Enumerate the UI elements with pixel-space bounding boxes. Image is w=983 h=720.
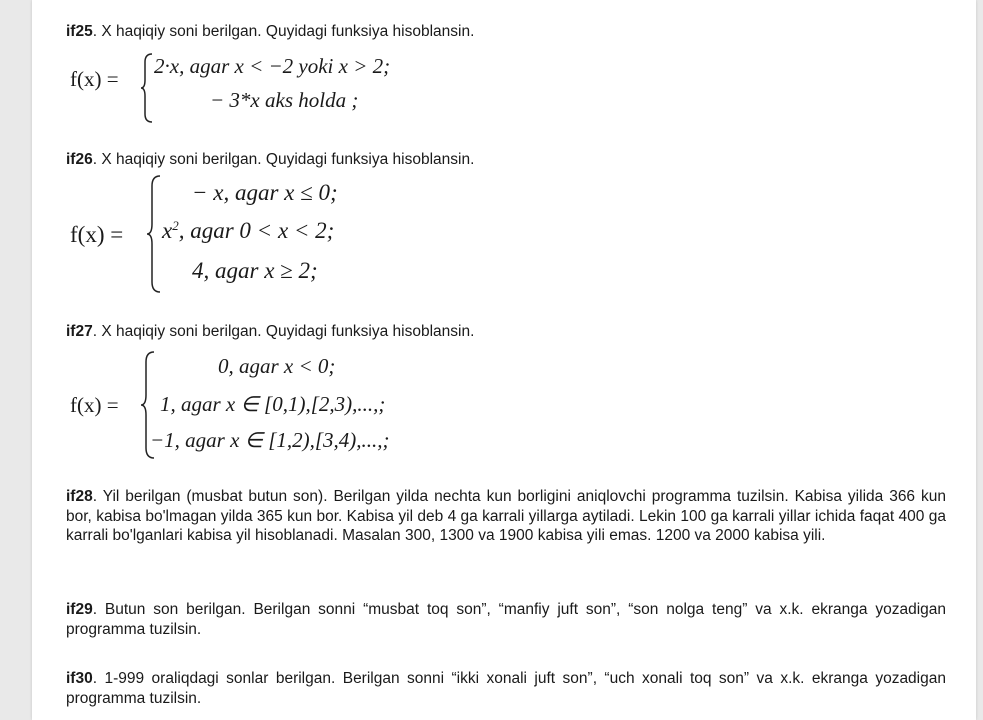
if25-case-1: 2·x, agar x < −2 yoki x > 2; xyxy=(154,54,391,78)
if26-case-2-base: x xyxy=(162,218,173,243)
if30-paragraph xyxy=(66,669,946,708)
if28-label: if28 xyxy=(66,488,93,505)
if27-intro xyxy=(66,322,946,341)
if27-case-3: −1, agar x ∈ [1,2),[3,4),...,; xyxy=(150,428,390,452)
if27-intro-text: . X haqiqiy soni berilgan. Quyidagi funksiya hisoblansin. xyxy=(92,323,475,340)
if26-case-2-sup: 2 xyxy=(172,218,179,233)
if27-case-1: 0, agar x < 0; xyxy=(218,354,336,378)
if27-case-2: 1, agar x ∈ [0,1),[2,3),...,; xyxy=(160,392,386,416)
if25-case-2: − 3*x aks holda ; xyxy=(210,88,359,112)
if26-brace-icon xyxy=(146,174,162,294)
if26-case-1: − x, agar x ≤ 0; xyxy=(192,180,338,205)
if25-intro xyxy=(66,22,946,41)
if29-paragraph xyxy=(66,600,946,639)
if28-text: . Yil berilgan (musbat butun son). Berilgan yilda nechta kun borligini aniqlovchi programma tuzilsin. Kabisa yilida 366 kun bor, kabisa bo'lmagan yilda 365 kun bor. Kabisa yil deb 4 ga karrali yillarga aytiladi. Lekin 100 ga karrali yillar ichida faqat 400 ga karrali bo'lganlari kabisa yil hisoblanadi. Masalan 300, 1300 va 1900 kabisa yili emas. 1200 va 2000 kabisa yili. xyxy=(66,488,946,545)
if29-label: if29 xyxy=(66,601,93,618)
if30-label: if30 xyxy=(66,670,93,687)
if25-label: if25 xyxy=(66,23,93,40)
if27-lhs: f(x) = xyxy=(70,393,119,417)
if25-intro-text: . X haqiqiy soni berilgan. Quyidagi funksiya hisoblansin. xyxy=(92,23,475,40)
if26-lhs: f(x) = xyxy=(70,222,124,247)
if29-text: . Butun son berilgan. Berilgan sonni “musbat toq son”, “manfiy juft son”, “son nolga teng” va x.k. ekranga yozadigan programma tuzilsin. xyxy=(66,601,946,638)
if30-text: . 1-999 oraliqdagi sonlar berilgan. Berilgan sonni “ikki xonali juft son”, “uch xonali toq son” va x.k. ekranga yozadigan programma tuzilsin. xyxy=(66,670,946,707)
if27-label: if27 xyxy=(66,323,93,340)
if26-case-2-text: , agar 0 < x < 2; xyxy=(178,218,335,243)
if26-case-3: 4, agar x ≥ 2; xyxy=(192,258,318,283)
if26-case-2 xyxy=(162,218,334,244)
if26-intro xyxy=(66,150,946,169)
if26-label: if26 xyxy=(66,151,93,168)
if26-intro-text: . X haqiqiy soni berilgan. Quyidagi funksiya hisoblansin. xyxy=(92,151,475,168)
if25-lhs: f(x) = xyxy=(70,67,119,91)
document-page xyxy=(32,0,976,720)
if25-brace-icon xyxy=(140,52,154,124)
if28-paragraph xyxy=(66,487,946,546)
